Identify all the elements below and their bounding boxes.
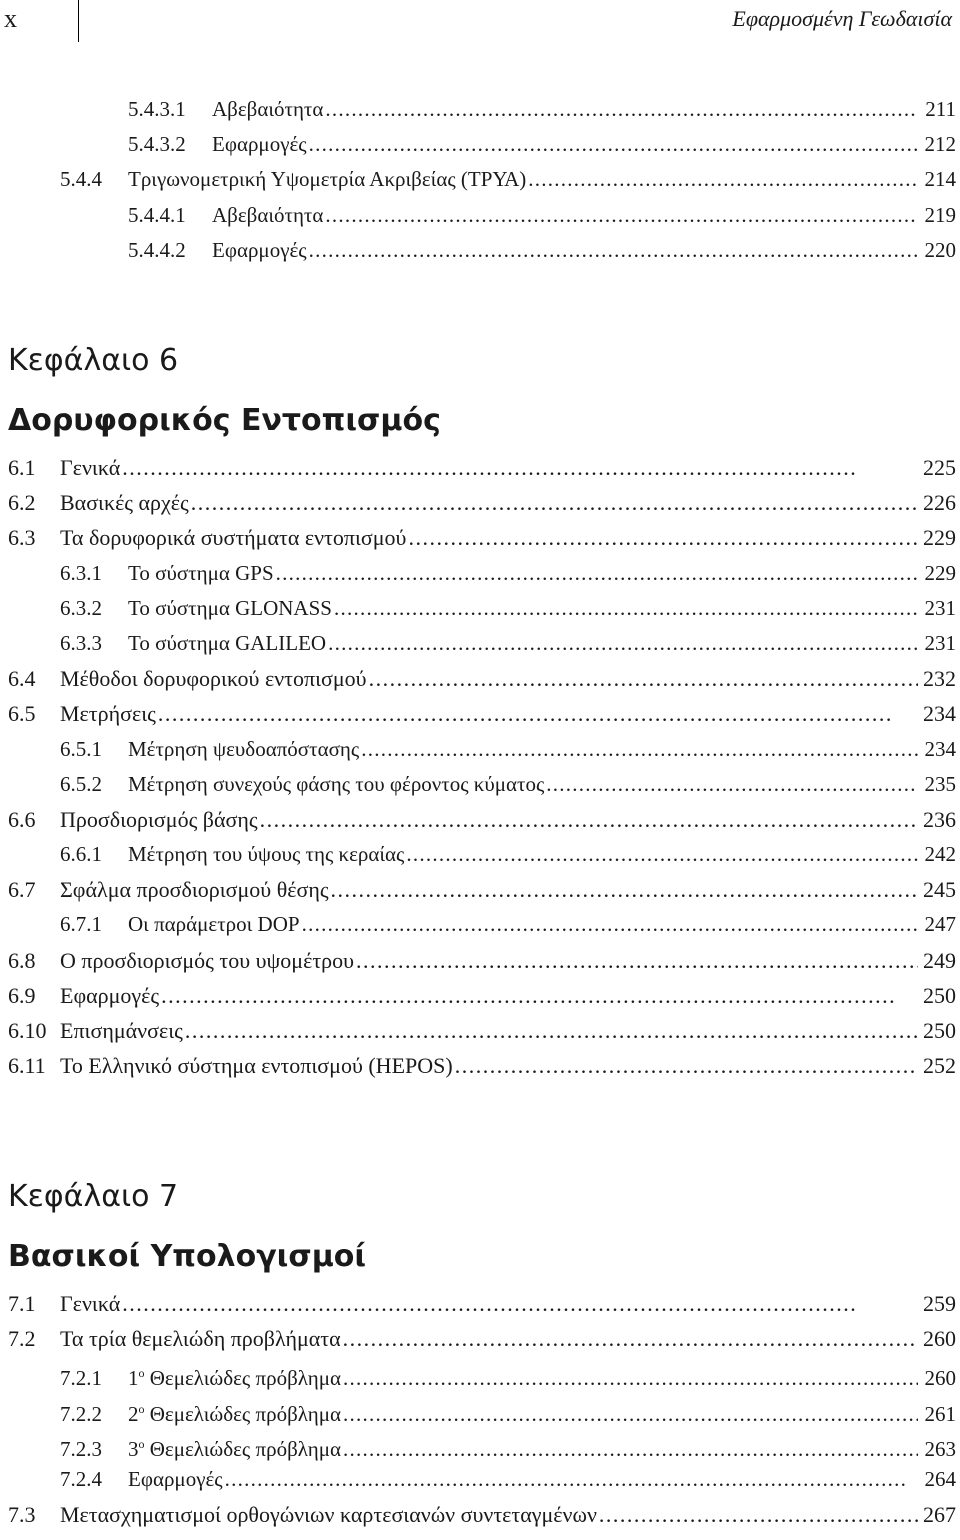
dot-leader [309, 233, 918, 268]
dot-leader [185, 1013, 918, 1048]
running-title: Εφαρμοσμένη Γεωδαισία [732, 6, 952, 31]
entry-page-number: 231 [924, 630, 956, 655]
entry-number: 5.4.3.2 [128, 132, 186, 157]
dot-leader [191, 485, 918, 520]
toc-entry[interactable] [0, 127, 960, 162]
entry-title: Βασικές αρχές [60, 490, 189, 516]
entry-page-number: 212 [924, 132, 956, 157]
toc-entry[interactable] [0, 1497, 960, 1532]
entry-title: Το σύστημα GLONASS [128, 595, 332, 620]
toc-entry[interactable] [0, 978, 960, 1013]
entry-page-number: 235 [924, 771, 956, 796]
entry-number: 6.1 [8, 455, 36, 480]
entry-number: 7.2.2 [60, 1401, 102, 1426]
toc-entry[interactable] [0, 450, 960, 485]
entry-title: Μέθοδοι δορυφορικού εντοπισμού [60, 666, 367, 692]
entry-title: Σφάλμα προσδιορισμού θέσης [60, 877, 329, 903]
toc-entry[interactable] [0, 1013, 960, 1048]
entry-number: 6.6.1 [60, 842, 102, 867]
toc-entry[interactable] [0, 802, 960, 837]
chapter-7-entries [0, 1286, 960, 1532]
toc-entry[interactable] [0, 233, 960, 268]
entry-page-number: 247 [924, 912, 956, 937]
dot-leader [276, 556, 918, 591]
ordinal-superscript: ο [138, 1366, 145, 1381]
entry-page-number: 242 [924, 842, 956, 867]
entry-page-number: 214 [924, 167, 956, 192]
toc-entry[interactable] [0, 591, 960, 626]
dot-leader [369, 661, 918, 696]
toc-entry[interactable] [0, 661, 960, 696]
entry-page-number: 250 [923, 982, 956, 1008]
toc-entry[interactable] [0, 1286, 960, 1321]
entry-title: Επισημάνσεις [60, 1018, 183, 1043]
toc-entry[interactable] [0, 872, 960, 907]
dot-leader [528, 162, 918, 197]
entry-page-number: 229 [923, 525, 956, 551]
dot-leader [122, 450, 918, 485]
dot-leader [302, 907, 918, 942]
dot-leader [343, 1321, 918, 1356]
dot-leader [334, 591, 918, 626]
dot-leader [331, 872, 918, 907]
entry-page-number: 211 [925, 97, 956, 121]
dot-leader [408, 520, 918, 555]
entry-page-number: 260 [924, 1366, 956, 1391]
entry-title: $1^o$ Θεμελιώδες πρόβλημα [128, 1366, 341, 1391]
toc-entry[interactable] [0, 1462, 960, 1497]
entry-number: 5.4.4 [60, 167, 102, 192]
entry-number: 6.3 [8, 525, 36, 551]
entry-title: Αβεβαιότητα [212, 202, 324, 227]
toc-entry[interactable] [0, 485, 960, 520]
entry-title: Προσδιορισμός βάσης [60, 806, 258, 832]
entry-title: Το σύστημα GPS [128, 560, 274, 585]
ordinal-superscript: ο [138, 1436, 145, 1451]
entry-title: Μετρήσεις [60, 701, 156, 727]
entry-page-number: 245 [923, 877, 956, 903]
entry-title: Γενικά [60, 455, 121, 480]
entry-title: Τριγωνομετρική Υψομετρία Ακριβείας (ΤΡΥΑ) [128, 167, 527, 192]
toc-entry[interactable] [0, 1392, 960, 1427]
entry-title: $3^o$ Θεμελιώδες πρόβλημα [128, 1436, 341, 1461]
chapter-title: Βασικοί Υπολογισμοί [8, 1239, 367, 1274]
entry-number: 7.3 [8, 1502, 36, 1528]
entry-title: Εφαρμογές [60, 982, 160, 1008]
entry-number: 6.3.1 [60, 560, 102, 585]
entry-number: 6.3.3 [60, 630, 102, 655]
chapter-title: Δορυφορικός Εντοπισμός [8, 403, 441, 438]
entry-number: 5.4.4.1 [128, 202, 186, 227]
toc-entry[interactable] [0, 943, 960, 978]
entry-page-number: 219 [924, 202, 956, 227]
entry-title: Εφαρμογές [128, 1466, 223, 1491]
toc-entry[interactable] [0, 696, 960, 731]
entry-number: 7.2.3 [60, 1436, 102, 1461]
toc-entry[interactable] [0, 767, 960, 802]
chapter-label: Κεφάλαιο 6 [8, 343, 179, 378]
entry-page-number: 259 [923, 1291, 956, 1316]
entry-page-number: 225 [923, 455, 956, 480]
entry-number: 6.3.2 [60, 595, 102, 620]
dot-leader [260, 802, 918, 837]
entry-title: Τα τρία θεμελιώδη προβλήματα [60, 1326, 341, 1352]
entry-page-number: 226 [923, 490, 956, 516]
entry-title: Γενικά [60, 1291, 121, 1316]
entry-title: Ο προσδιορισμός του υψομέτρου [60, 947, 355, 973]
dot-leader [225, 1462, 918, 1497]
entry-number: 7.2 [8, 1326, 36, 1352]
page-number: x [4, 4, 17, 33]
entry-page-number: 263 [924, 1436, 956, 1461]
entry-page-number: 267 [923, 1502, 956, 1528]
entry-title: Τα δορυφορικά συστήματα εντοπισμού [60, 525, 407, 551]
chapter-label: Κεφάλαιο 7 [8, 1179, 179, 1214]
entry-title: Μέτρηση του ύψους της κεραίας [128, 842, 405, 867]
dot-leader [161, 978, 918, 1013]
entry-title: Εφαρμογές [212, 132, 307, 157]
entry-number: 5.4.3.1 [128, 97, 186, 121]
entry-number: 6.7 [8, 877, 36, 903]
dot-leader [325, 92, 918, 127]
toc-entry[interactable] [0, 198, 960, 233]
entry-number: 6.11 [8, 1053, 46, 1079]
ordinal-superscript: ο [138, 1401, 145, 1416]
entry-page-number: 232 [923, 666, 956, 692]
toc-entry[interactable] [0, 626, 960, 661]
dot-leader [328, 626, 918, 661]
entry-number: 7.2.4 [60, 1466, 102, 1491]
entry-title: Μέτρηση ψευδοαπόστασης [128, 736, 360, 761]
entry-title: Μετασχηματισμοί ορθογώνιων καρτεσιανών συντεταγμένων [60, 1502, 597, 1528]
entry-title: Το σύστημα GALILEO [128, 630, 327, 655]
toc-entry[interactable] [0, 1321, 960, 1356]
entry-title: Το Ελληνικό σύστημα εντοπισμού (HEPOS) [60, 1053, 453, 1079]
toc-entry[interactable] [0, 1048, 960, 1083]
chapter-6-section [0, 330, 960, 1083]
dot-leader [455, 1048, 918, 1083]
entry-title: Οι παράμετροι DOP [128, 912, 300, 937]
entry-number: 6.2 [8, 490, 36, 516]
toc-entry[interactable] [0, 520, 960, 555]
entry-page-number: 229 [924, 560, 956, 585]
chapter-7-section [0, 1166, 960, 1532]
toc-entry[interactable] [0, 837, 960, 872]
dot-leader [356, 943, 918, 978]
toc-entry[interactable] [0, 907, 960, 942]
entry-page-number: 249 [923, 947, 956, 973]
entry-number: 6.5 [8, 701, 36, 727]
entry-page-number: 261 [924, 1401, 956, 1426]
toc-entry[interactable] [0, 1356, 960, 1391]
entry-number: 6.8 [8, 947, 36, 973]
entry-number: 6.10 [8, 1018, 47, 1043]
entry-page-number: 234 [924, 736, 956, 761]
page-header [0, 0, 960, 42]
toc-entry[interactable] [0, 162, 960, 197]
entry-title: $2^o$ Θεμελιώδες πρόβλημα [128, 1401, 341, 1426]
entry-number: 6.5.2 [60, 771, 102, 796]
entry-title: Αβεβαιότητα [212, 97, 324, 121]
toc-entry[interactable] [0, 556, 960, 591]
entry-number: 6.7.1 [60, 912, 102, 937]
entry-page-number: 252 [923, 1053, 956, 1079]
dot-leader [122, 1286, 918, 1321]
entry-number: 7.1 [8, 1291, 36, 1316]
toc-entry[interactable] [0, 732, 960, 767]
entry-page-number: 250 [923, 1018, 956, 1043]
entry-number: 6.9 [8, 982, 36, 1008]
dot-leader [361, 732, 918, 767]
entry-title: Εφαρμογές [212, 237, 307, 262]
toc-continuation [0, 92, 960, 268]
entry-number: 5.4.4.2 [128, 237, 186, 262]
entry-number: 7.2.1 [60, 1366, 102, 1391]
header-divider [78, 0, 79, 42]
dot-leader [309, 127, 918, 162]
entry-page-number: 234 [923, 701, 956, 727]
chapter-6-entries [0, 450, 960, 1083]
entry-number: 6.6 [8, 806, 36, 832]
entry-number: 6.5.1 [60, 736, 102, 761]
entry-page-number: 236 [923, 806, 956, 832]
entry-page-number: 264 [924, 1466, 956, 1491]
dot-leader [546, 767, 918, 802]
entry-page-number: 231 [924, 595, 956, 620]
entry-number: 6.4 [8, 666, 36, 692]
toc-entry[interactable] [0, 92, 960, 127]
dot-leader [599, 1497, 918, 1532]
dot-leader [158, 696, 918, 731]
dot-leader [406, 837, 918, 872]
entry-title: Μέτρηση συνεχούς φάσης του φέροντος κύματος [128, 771, 545, 796]
dot-leader [325, 198, 918, 233]
toc-entry[interactable] [0, 1427, 960, 1462]
entry-page-number: 260 [923, 1326, 956, 1352]
entry-page-number: 220 [924, 237, 956, 262]
